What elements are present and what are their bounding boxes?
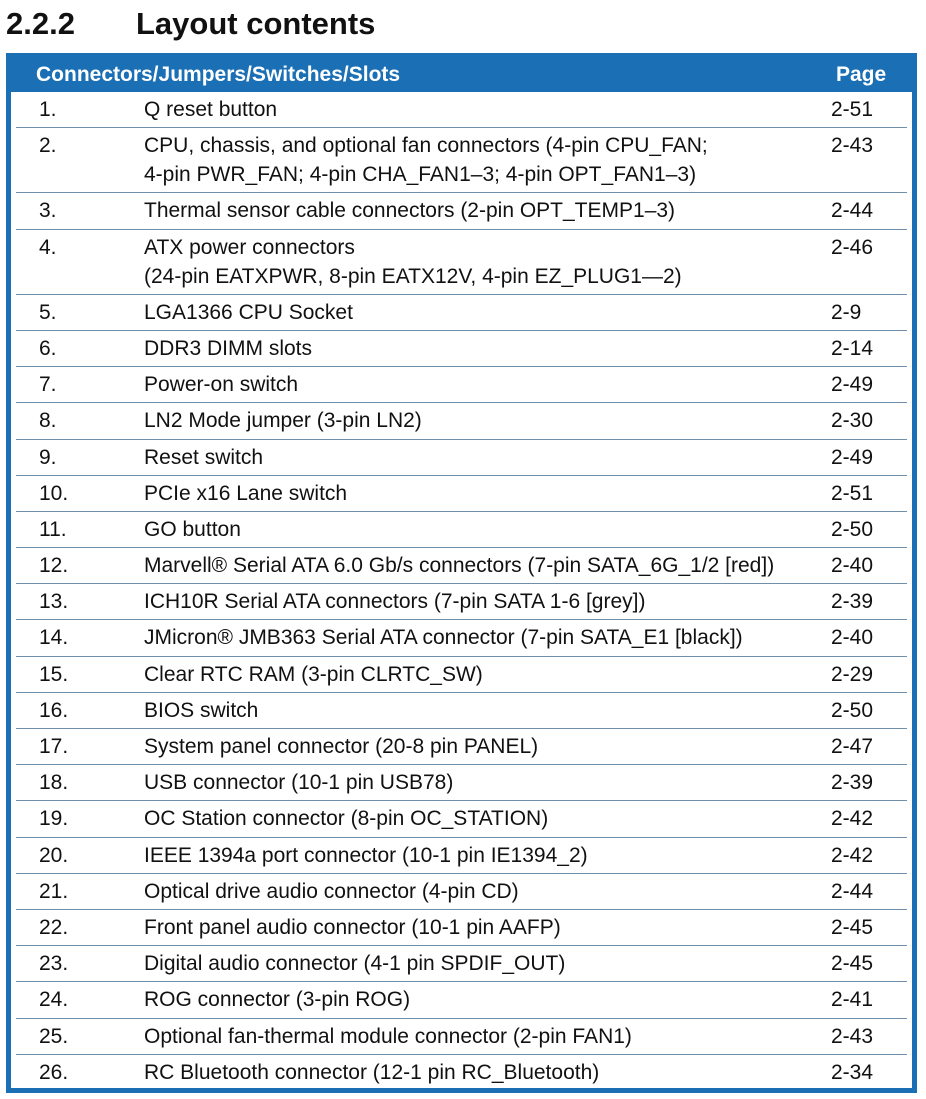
row-description <box>144 732 831 764</box>
row-description <box>144 334 831 366</box>
row-page: 2-43 <box>831 134 874 158</box>
table-row <box>16 548 907 584</box>
row-page: 2-51 <box>831 98 874 121</box>
table-row <box>16 193 907 229</box>
row-number: 10. <box>39 481 69 505</box>
row-description-line: DDR3 DIMM slots <box>144 336 313 360</box>
row-page: 2-39 <box>831 590 874 614</box>
row-page: 2-45 <box>831 915 874 939</box>
row-number: 11. <box>39 517 67 541</box>
row-page: 2-50 <box>831 517 874 541</box>
table-row <box>16 874 907 910</box>
row-page: 2-50 <box>831 698 874 722</box>
row-description <box>144 587 831 619</box>
table-row <box>16 367 907 403</box>
row-description <box>144 913 831 945</box>
row-description-line: GO button <box>144 517 241 541</box>
row-page: 2-44 <box>831 199 874 223</box>
row-description-line: Optical drive audio connector (4-pin CD) <box>144 879 519 903</box>
row-description <box>144 985 831 1017</box>
row-number: 1. <box>39 98 57 121</box>
table-row <box>16 620 907 656</box>
table-row <box>16 440 907 476</box>
row-page: 2-45 <box>831 952 874 976</box>
table-row <box>16 765 907 801</box>
row-number: 21. <box>39 879 69 903</box>
row-description-line: BIOS switch <box>144 698 259 722</box>
row-page: 2-30 <box>831 409 874 433</box>
row-description <box>144 131 831 192</box>
table-row <box>16 657 907 693</box>
row-description-line: RC Bluetooth connector (12-1 pin RC_Bluetooth) <box>144 1060 600 1084</box>
row-description-line: ICH10R Serial ATA connectors (7-pin SATA 1-6 [grey]) <box>144 590 646 614</box>
table-row <box>16 403 907 439</box>
row-description <box>144 551 831 583</box>
row-description <box>144 696 831 728</box>
row-description-line: Front panel audio connector (10-1 pin AAFP) <box>144 915 561 939</box>
row-description-line: LGA1366 CPU Socket <box>144 300 353 324</box>
row-description <box>144 196 831 228</box>
row-description-line: Q reset button <box>144 98 278 121</box>
row-description-line: (24-pin EATXPWR, 8-pin EATX12V, 4-pin EZ_PLUG1—2) <box>144 264 682 288</box>
row-description <box>144 233 831 294</box>
row-description <box>144 768 831 800</box>
column-header-page: Page <box>836 63 887 86</box>
row-description-line: IEEE 1394a port connector (10-1 pin IE1394_2) <box>144 843 588 867</box>
row-number: 2. <box>39 134 57 158</box>
table-row <box>16 910 907 946</box>
row-description <box>144 949 831 981</box>
row-description-line: Clear RTC RAM (3-pin CLRTC_SW) <box>144 662 483 686</box>
row-description-line: Marvell® Serial ATA 6.0 Gb/s connectors (7-pin SATA_6G_1/2 [red]) <box>144 554 775 578</box>
row-number: 19. <box>39 807 69 831</box>
row-page: 2-34 <box>831 1060 874 1084</box>
row-description <box>144 841 831 873</box>
row-page: 2-41 <box>831 988 874 1012</box>
table-row <box>16 946 907 982</box>
row-page: 2-14 <box>831 336 874 360</box>
row-description <box>144 370 831 402</box>
row-page: 2-29 <box>831 662 874 686</box>
row-number: 23. <box>39 952 69 976</box>
row-number: 7. <box>39 373 57 397</box>
table-row <box>16 512 907 548</box>
table-row <box>16 838 907 874</box>
row-description <box>144 298 831 330</box>
row-number: 4. <box>39 235 57 259</box>
row-page: 2-40 <box>831 626 874 650</box>
row-page: 2-42 <box>831 843 874 867</box>
row-description <box>144 804 831 836</box>
row-number: 14. <box>39 626 69 650</box>
row-description <box>144 515 831 547</box>
row-description-line: Reset switch <box>144 445 264 469</box>
row-number: 8. <box>39 409 57 433</box>
table-row <box>16 982 907 1018</box>
table-row <box>16 230 907 295</box>
row-page: 2-51 <box>831 481 874 505</box>
row-number: 18. <box>39 771 69 795</box>
row-description-line: PCIe x16 Lane switch <box>144 481 348 505</box>
table-row <box>16 295 907 331</box>
row-number: 12. <box>39 554 69 578</box>
section-heading <box>6 4 375 44</box>
row-description-line: CPU, chassis, and optional fan connectors (4-pin CPU_FAN; <box>144 134 708 158</box>
row-page: 2-44 <box>831 879 874 903</box>
row-page: 2-40 <box>831 554 874 578</box>
row-page: 2-46 <box>831 235 874 259</box>
table-row <box>16 801 907 837</box>
section-number: 2.2.2 <box>6 6 75 41</box>
row-number: 13. <box>39 590 69 614</box>
row-description-line: System panel connector (20-8 pin PANEL) <box>144 735 539 758</box>
row-page: 2-47 <box>831 735 874 758</box>
row-description-line: Thermal sensor cable connectors (2-pin OPT_TEMP1–3) <box>144 199 676 223</box>
row-description-line: JMicron® JMB363 Serial ATA connector (7-pin SATA_E1 [black]) <box>144 626 743 650</box>
row-description-line: Optional fan-thermal module connector (2-pin FAN1) <box>144 1024 632 1048</box>
table-row <box>16 693 907 729</box>
row-description <box>144 623 831 655</box>
row-number: 5. <box>39 300 57 324</box>
row-description-line: 4-pin PWR_FAN; 4-pin CHA_FAN1–3; 4-pin OPT_FAN1–3) <box>144 163 697 187</box>
row-number: 15. <box>39 662 69 686</box>
table-row <box>16 729 907 765</box>
row-description-line: LN2 Mode jumper (3-pin LN2) <box>144 409 422 433</box>
row-description <box>144 479 831 511</box>
table-row <box>16 331 907 367</box>
layout-contents-table <box>6 53 917 1093</box>
row-description-line: USB connector (10-1 pin USB78) <box>144 771 454 795</box>
row-description-line: Power-on switch <box>144 373 299 397</box>
row-number: 24. <box>39 988 69 1012</box>
row-number: 22. <box>39 915 69 939</box>
row-description <box>144 95 831 127</box>
row-number: 16. <box>39 698 69 722</box>
row-number: 25. <box>39 1024 69 1048</box>
row-page: 2-42 <box>831 807 874 831</box>
row-page: 2-49 <box>831 445 874 469</box>
table-row <box>16 584 907 620</box>
table-row <box>16 1019 907 1055</box>
table-row <box>16 476 907 512</box>
row-page: 2-39 <box>831 771 874 795</box>
row-description <box>144 406 831 438</box>
row-number: 6. <box>39 336 57 360</box>
section-title: Layout contents <box>136 6 376 41</box>
row-description <box>144 660 831 692</box>
column-header-item: Connectors/Jumpers/Switches/Slots <box>36 63 401 86</box>
row-description-line: OC Station connector (8-pin OC_STATION) <box>144 807 549 831</box>
row-description <box>144 877 831 909</box>
table-row <box>16 128 907 193</box>
table-header <box>11 58 912 92</box>
row-number: 26. <box>39 1060 69 1084</box>
table-row <box>16 1055 907 1091</box>
row-description-line: ATX power connectors <box>144 235 355 259</box>
row-number: 17. <box>39 735 69 758</box>
row-number: 9. <box>39 445 57 469</box>
row-number: 20. <box>39 843 69 867</box>
table-row <box>16 92 907 128</box>
row-description-line: ROG connector (3-pin ROG) <box>144 988 411 1012</box>
table-body <box>16 92 907 1091</box>
row-page: 2-49 <box>831 373 874 397</box>
row-description-line: Digital audio connector (4-1 pin SPDIF_OUT) <box>144 952 566 976</box>
row-page: 2-9 <box>831 300 862 324</box>
row-page: 2-43 <box>831 1024 874 1048</box>
row-description <box>144 1022 831 1054</box>
row-description <box>144 443 831 475</box>
row-description <box>144 1058 831 1091</box>
row-number: 3. <box>39 199 57 223</box>
